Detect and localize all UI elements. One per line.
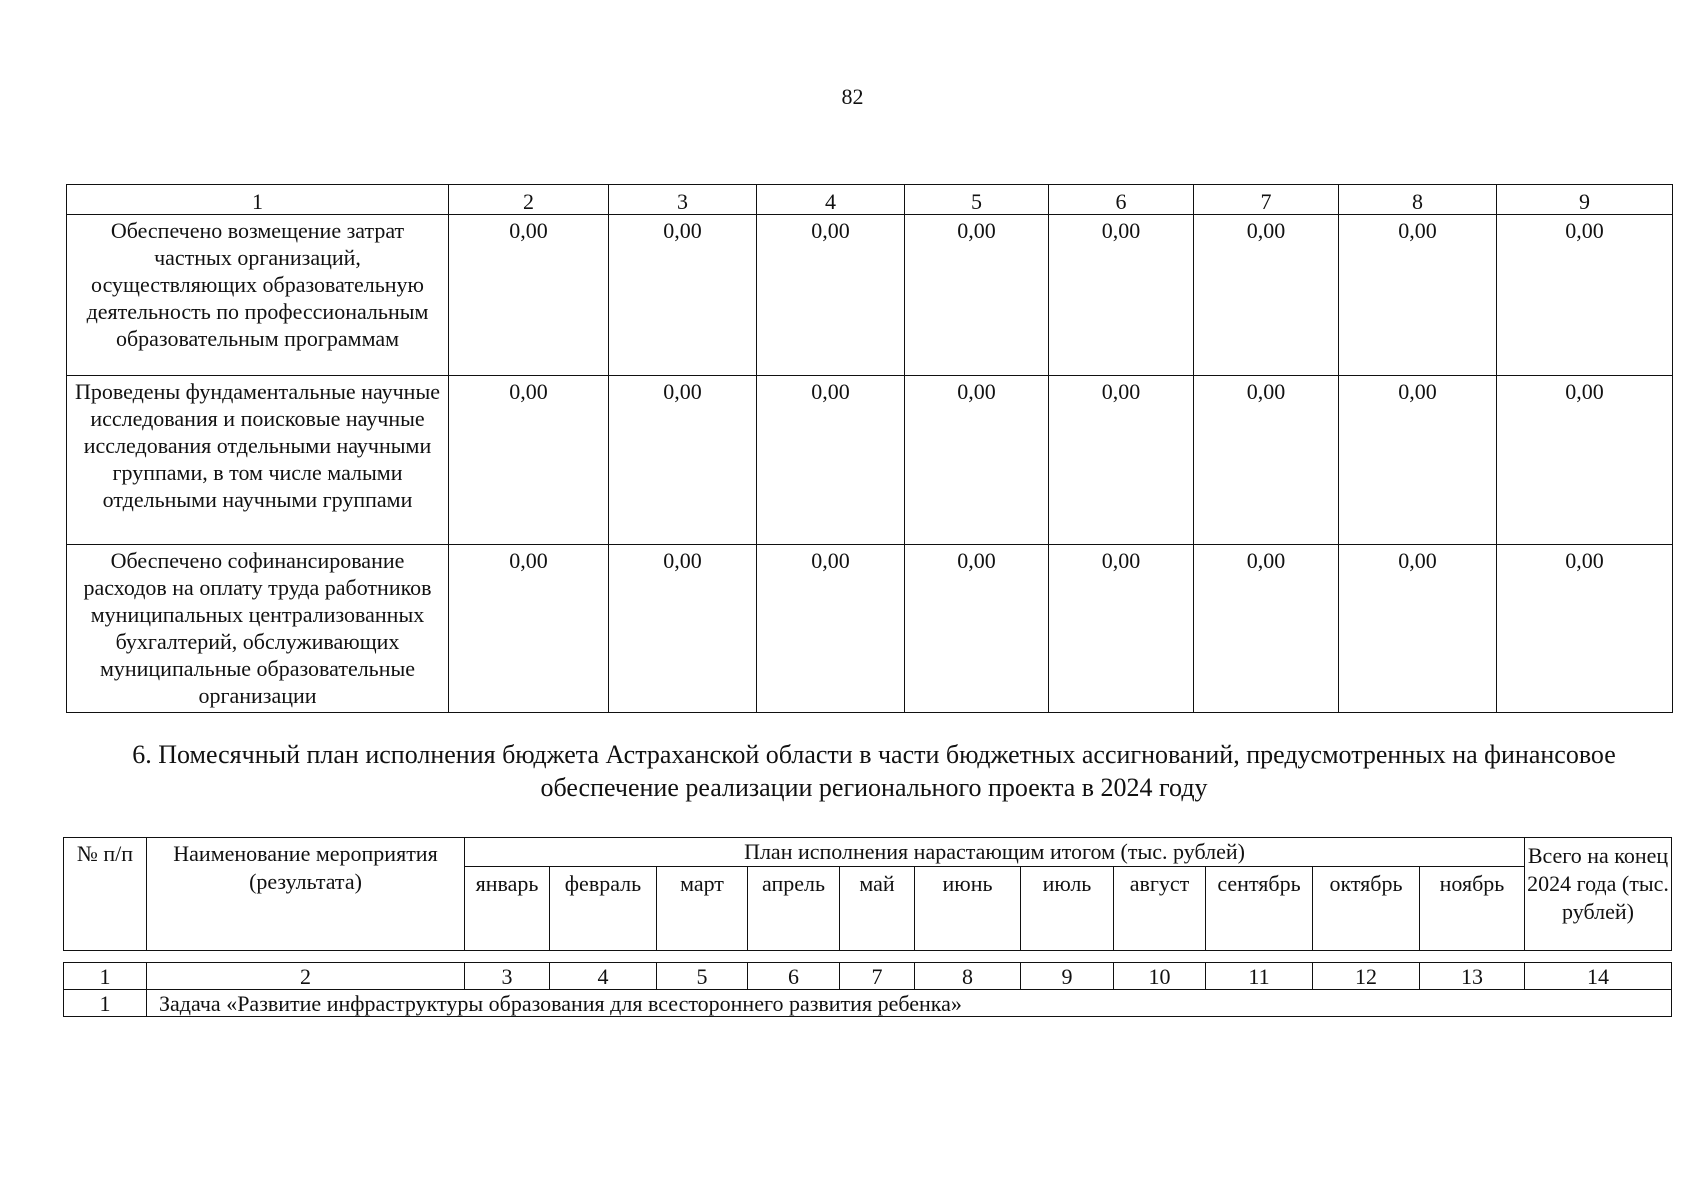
month-header: январь — [465, 867, 550, 951]
month-header: август — [1114, 867, 1206, 951]
value-cell: 0,00 — [449, 376, 609, 545]
value-cell: 0,00 — [449, 215, 609, 376]
financing-table — [66, 184, 1673, 713]
task-row — [64, 990, 1672, 1017]
plan-header: План исполнения нарастающим итогом (тыс. рублей) — [465, 838, 1525, 867]
page-number: 82 — [841, 84, 864, 109]
value-cell: 0,00 — [1497, 215, 1673, 376]
month-header: июль — [1021, 867, 1114, 951]
header-cell: 7 — [1194, 185, 1339, 215]
value-cell: 0,00 — [757, 215, 905, 376]
value-cell: 0,00 — [1049, 376, 1194, 545]
task-text: Задача «Развитие инфраструктуры образования для всестороннего развития ребенка» — [147, 990, 1672, 1017]
month-header: май — [840, 867, 915, 951]
value-cell: 0,00 — [1049, 545, 1194, 713]
index-cell: 2 — [147, 963, 465, 990]
value-cell: 0,00 — [1339, 376, 1497, 545]
month-header: апрель — [748, 867, 840, 951]
header-cell: 5 — [905, 185, 1049, 215]
header-cell: 2 — [449, 185, 609, 215]
column-name-header: Наименование мероприятия (результата) — [147, 838, 465, 951]
value-cell: 0,00 — [609, 376, 757, 545]
index-cell: 3 — [465, 963, 550, 990]
section-heading: 6. Помесячный план исполнения бюджета Астраханской области в части бюджетных ассигнований, предусмотренных на финансовое обеспечение реализации регионального проекта в 2024 году — [132, 740, 1616, 802]
index-cell: 4 — [550, 963, 657, 990]
value-cell: 0,00 — [1049, 215, 1194, 376]
value-cell: 0,00 — [905, 376, 1049, 545]
value-cell: 0,00 — [757, 545, 905, 713]
header-cell: 9 — [1497, 185, 1673, 215]
row-description: Проведены фундаментальные научные исследования и поисковые научные исследования отдельными научными группами, в том числе малыми отдельными научными группами — [67, 376, 449, 545]
header-cell: 3 — [609, 185, 757, 215]
index-cell: 6 — [748, 963, 840, 990]
month-header: июнь — [915, 867, 1021, 951]
value-cell: 0,00 — [1339, 545, 1497, 713]
task-number: 1 — [64, 990, 147, 1017]
value-cell: 0,00 — [609, 545, 757, 713]
header-cell: 6 — [1049, 185, 1194, 215]
value-cell: 0,00 — [1194, 215, 1339, 376]
index-cell: 14 — [1525, 963, 1672, 990]
value-cell: 0,00 — [1339, 215, 1497, 376]
month-header: ноябрь — [1420, 867, 1525, 951]
row-description: Обеспечено возмещение затрат частных организаций, осуществляющих образовательную деятельность по профессиональным образовательным программам — [67, 215, 449, 376]
index-cell: 8 — [915, 963, 1021, 990]
value-cell: 0,00 — [1497, 376, 1673, 545]
table-row — [67, 215, 1673, 376]
index-cell: 7 — [840, 963, 915, 990]
header-cell: 4 — [757, 185, 905, 215]
index-cell: 5 — [657, 963, 748, 990]
index-cell: 9 — [1021, 963, 1114, 990]
monthly-plan-body-table — [63, 962, 1672, 1017]
table-header-row — [67, 185, 1673, 215]
header-cell: 8 — [1339, 185, 1497, 215]
table-row — [67, 545, 1673, 713]
month-header: октябрь — [1313, 867, 1420, 951]
month-header: сентябрь — [1206, 867, 1313, 951]
index-cell: 10 — [1114, 963, 1206, 990]
value-cell: 0,00 — [1194, 376, 1339, 545]
monthly-plan-header-table — [63, 837, 1672, 951]
table-row — [67, 376, 1673, 545]
column-index-row — [64, 963, 1672, 990]
value-cell: 0,00 — [449, 545, 609, 713]
value-cell: 0,00 — [757, 376, 905, 545]
value-cell: 0,00 — [905, 215, 1049, 376]
row-description: Обеспечено софинансирование расходов на оплату труда работников муниципальных централизованных бухгалтерий, обслуживающих муниципальные образовательные организации — [67, 545, 449, 713]
index-cell: 12 — [1313, 963, 1420, 990]
value-cell: 0,00 — [1497, 545, 1673, 713]
month-header: март — [657, 867, 748, 951]
value-cell: 0,00 — [1194, 545, 1339, 713]
index-cell: 1 — [64, 963, 147, 990]
value-cell: 0,00 — [905, 545, 1049, 713]
index-cell: 11 — [1206, 963, 1313, 990]
column-number-header: № п/п — [64, 838, 147, 951]
value-cell: 0,00 — [609, 215, 757, 376]
header-cell: 1 — [67, 185, 449, 215]
index-cell: 13 — [1420, 963, 1525, 990]
column-total-header: Всего на конец 2024 года (тыс. рублей) — [1525, 838, 1672, 951]
month-header: февраль — [550, 867, 657, 951]
